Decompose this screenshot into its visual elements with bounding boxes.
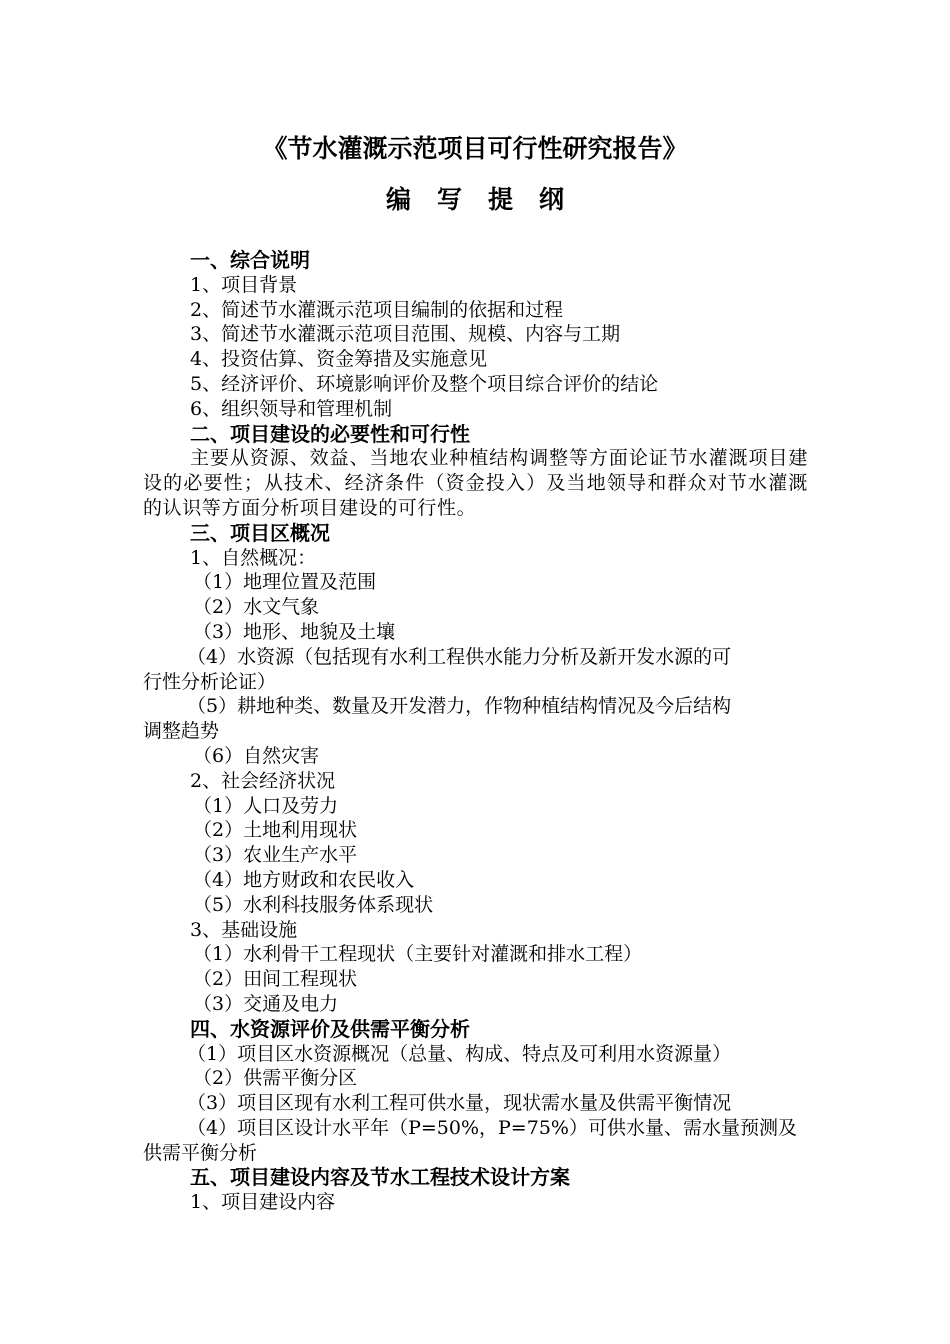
sub-list-item: （3）农业生产水平 [193,844,358,867]
section-heading: 一、综合说明 [190,248,310,272]
sub-list-item: （1）项目区水资源概况（总量、构成、特点及可利用水资源量） [187,1042,732,1065]
sub-list-item: （1）人口及劳力 [193,794,339,817]
section-heading: 四、水资源评价及供需平衡分析 [190,1016,470,1041]
sub-list-item: （4）水资源（包括现有水利工程供水能力分析及新开发水源的可 [187,645,732,668]
list-item: 1、自然概况： [190,546,317,569]
sub-list-item: （6）自然灾害 [193,744,320,767]
sub-list-item: （2）田间工程现状 [193,968,358,991]
document-body [143,248,808,1215]
list-item: 2、社会经济状况 [190,769,336,792]
list-item: 3、基础设施 [190,918,298,941]
sub-list-item-continuation: 调整趋势 [143,720,220,743]
sub-list-item: （3）项目区现有水利工程可供水量，现状需水量及供需平衡情况 [187,1092,732,1115]
sub-list-item: （1）地理位置及范围 [193,571,377,594]
sub-list-item: （2）土地利用现状 [193,819,358,842]
sub-list-item-continuation: 行性分析论证） [143,670,277,693]
section-heading: 三、项目区概况 [190,520,330,545]
document-subtitle: 编写提纲 [385,185,590,214]
document-title: 《节水灌溉示范项目可行性研究报告》 [262,134,688,163]
section-heading: 二、项目建设的必要性和可行性 [190,421,470,446]
sub-list-item-continuation: 供需平衡分析 [143,1141,258,1164]
sub-list-item: （3）地形、地貌及土壤 [193,620,396,643]
sub-list-item: （5）水利科技服务体系现状 [193,893,434,916]
list-item: 6、组织领导和管理机制 [190,397,393,420]
list-item: 1、项目背景 [190,273,298,296]
section-heading: 五、项目建设内容及节水工程技术设计方案 [190,1165,570,1190]
list-item: 4、投资估算、资金筹措及实施意见 [190,348,488,371]
sub-list-item: （2）水文气象 [193,596,320,619]
list-item: 2、简述节水灌溉示范项目编制的依据和过程 [190,298,564,321]
sub-list-item: （1）水利骨干工程现状（主要针对灌溉和排水工程） [193,943,643,966]
list-item: 5、经济评价、环境影响评价及整个项目综合评价的结论 [190,372,659,395]
list-item: 3、简述节水灌溉示范项目范围、规模、内容与工期 [190,323,621,346]
paragraph: 主要从资源、效益、当地农业种植结构调整等方面论证节水灌溉项目建设的必要性；从技术、经济条件（资金投入）及当地领导和群众对节水灌溉的认识等方面分析项目建设的可行性。 [143,447,808,519]
sub-list-item: （4）地方财政和农民收入 [193,868,415,891]
sub-list-item: （2）供需平衡分区 [193,1067,358,1090]
sub-list-item: （3）交通及电力 [193,992,339,1015]
sub-list-item: （5）耕地种类、数量及开发潜力，作物种植结构情况及今后结构 [187,695,732,718]
list-item: 1、项目建设内容 [190,1191,336,1214]
sub-list-item: （4）项目区设计水平年（P=50%，P=75%）可供水量、需水量预测及 [187,1116,797,1139]
